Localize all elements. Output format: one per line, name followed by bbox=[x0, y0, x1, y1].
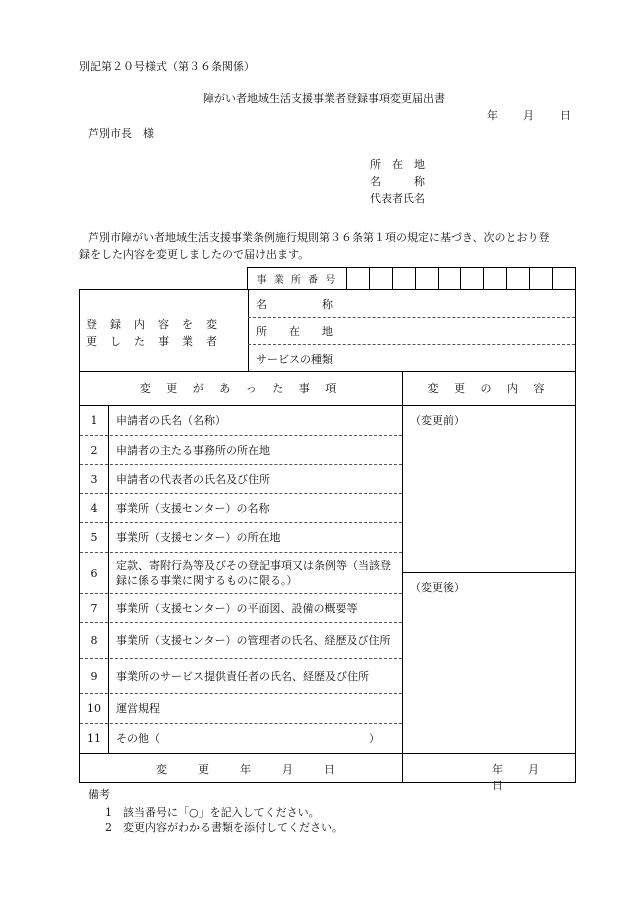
note-2: 2 変更内容がわかる書類を添付してください。 bbox=[105, 821, 343, 834]
item-row[interactable] bbox=[80, 523, 402, 553]
date-month-label: 月 bbox=[523, 109, 534, 122]
registered-service-label: サービスの種類 bbox=[256, 353, 333, 366]
item-text: 事業所（支援センター）の所在地 bbox=[116, 531, 281, 544]
item-row[interactable] bbox=[80, 724, 402, 753]
applicant-name-label: 名 称 bbox=[370, 175, 425, 188]
body-text-2: 録をした内容を変更しましたので届け出ます。 bbox=[79, 248, 310, 261]
change-date-value[interactable]: 年 月 日 bbox=[492, 763, 564, 792]
header-content: 変 更 の 内 容 bbox=[403, 372, 575, 406]
item-number: 4 bbox=[90, 501, 98, 515]
date-year-label: 年 bbox=[487, 109, 498, 122]
registered-service-row[interactable] bbox=[248, 344, 575, 371]
item-text: その他（ ） bbox=[116, 732, 380, 745]
item-number: 10 bbox=[87, 702, 101, 715]
applicant-address-label: 所 在 地 bbox=[370, 158, 425, 171]
before-after-divider bbox=[403, 572, 575, 573]
office-number-box[interactable] bbox=[392, 268, 415, 290]
registered-block bbox=[79, 289, 576, 372]
registered-label-2: 更 し た 事 業 者 bbox=[86, 335, 218, 348]
bottom-row-divider-right bbox=[403, 753, 575, 754]
office-number-box[interactable] bbox=[484, 268, 507, 290]
office-number-table bbox=[247, 267, 576, 290]
item-text: 申請者の主たる事務所の所在地 bbox=[116, 443, 270, 457]
registered-address-label: 所 在 地 bbox=[256, 325, 333, 338]
item-number: 7 bbox=[90, 601, 98, 615]
item-row[interactable] bbox=[80, 594, 402, 623]
date-day-label: 日 bbox=[560, 109, 571, 122]
item-text: 定款、寄附行為等及びその登記事項又は条例等（当該登録に係る事業に関するものに限る。） bbox=[116, 559, 391, 587]
item-number: 9 bbox=[90, 669, 98, 683]
item-row[interactable] bbox=[80, 436, 402, 465]
item-number: 6 bbox=[90, 566, 98, 580]
office-number-label: 事 業 所 番 号 bbox=[248, 268, 347, 290]
item-text: 事業所のサービス提供責任者の氏名、経歴及び住所 bbox=[116, 669, 369, 683]
item-text: 申請者の氏名（名称） bbox=[116, 414, 226, 427]
office-number-box[interactable] bbox=[438, 268, 461, 290]
item-row[interactable] bbox=[80, 659, 402, 694]
bottom-row-divider bbox=[80, 753, 402, 754]
content-divider bbox=[402, 406, 403, 782]
page-title: 障がい者地域生活支援事業者登録事項変更届出書 bbox=[203, 92, 445, 105]
registered-name-label: 名 称 bbox=[256, 298, 333, 311]
item-number: 11 bbox=[87, 732, 101, 745]
office-number-box[interactable] bbox=[461, 268, 484, 290]
item-text: 事業所（支援センター）の名称 bbox=[116, 501, 270, 515]
office-number-box[interactable] bbox=[369, 268, 392, 290]
applicant-rep-label: 代表者氏名 bbox=[370, 192, 425, 205]
office-number-box[interactable] bbox=[507, 268, 530, 290]
header-items: 変 更 が あ っ た 事 項 bbox=[80, 372, 403, 406]
after-label: （変更後） bbox=[410, 581, 465, 594]
office-number-box[interactable] bbox=[553, 268, 576, 290]
note-1: 1 該当番号に「○」を記入してください。 bbox=[105, 806, 320, 819]
registered-label-1: 登 録 内 容 を 変 bbox=[86, 318, 218, 331]
office-number-box[interactable] bbox=[347, 268, 370, 290]
office-number-box[interactable] bbox=[530, 268, 553, 290]
item-row[interactable] bbox=[80, 553, 402, 594]
registered-name-row[interactable] bbox=[248, 290, 575, 318]
item-number: 8 bbox=[90, 634, 98, 647]
item-row[interactable] bbox=[80, 694, 402, 724]
item-text: 事業所（支援センター）の管理者の氏名、経歴及び住所 bbox=[116, 634, 391, 647]
item-row[interactable] bbox=[80, 465, 402, 494]
item-row[interactable] bbox=[80, 406, 402, 436]
addressee: 芦別市長 様 bbox=[88, 127, 154, 140]
item-text: 運営規程 bbox=[116, 702, 160, 715]
change-date-label: 変 更 年 月 日 bbox=[156, 763, 338, 776]
before-label: （変更前） bbox=[410, 414, 465, 427]
office-number-box[interactable] bbox=[415, 268, 438, 290]
item-row[interactable] bbox=[80, 494, 402, 523]
item-row[interactable] bbox=[80, 623, 402, 659]
registered-address-row[interactable] bbox=[248, 317, 575, 345]
change-table bbox=[79, 371, 576, 792]
item-number: 1 bbox=[90, 414, 98, 427]
item-text: 申請者の代表者の氏名及び住所 bbox=[116, 472, 270, 486]
form-id: 別記第２０号様式（第３６条関係） bbox=[79, 60, 255, 73]
item-number: 2 bbox=[90, 443, 98, 457]
body-text-1: 芦別市障がい者地域生活支援事業条例施行規則第３６条第１項の規定に基づき、次のとおり登 bbox=[88, 231, 550, 244]
notes-title: 備考 bbox=[88, 788, 110, 801]
registered-label-cell bbox=[80, 290, 249, 371]
item-number: 5 bbox=[90, 531, 98, 544]
item-number: 3 bbox=[90, 472, 98, 486]
item-text: 事業所（支援センター）の平面図、設備の概要等 bbox=[116, 601, 358, 615]
